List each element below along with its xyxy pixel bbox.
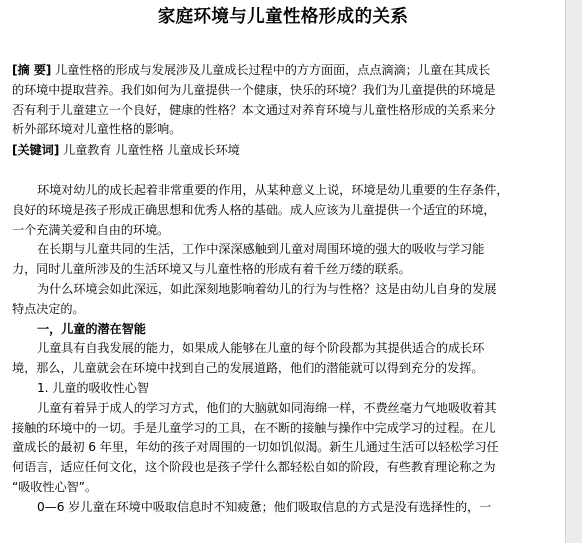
section-1-paragraph-3-line-1: 0—6 岁儿童在环境中吸取信息时不知疲惫；他们吸取信息的方式是没有选择性的，一 [37,499,492,514]
paragraph-3-line-2: 特点决定的。 [12,301,85,316]
keywords-line [12,141,566,161]
paragraph-1-line-3: 一个充满关爱和自由的环境。 [12,222,170,237]
abstract-line-1 [12,61,566,81]
section-1-paragraph-2-line-2: 接触的环境中的一切。手是儿童学习的工具，在不断的接触与操作中完成学习的过程。在儿 [12,420,496,435]
paragraph-2-line-1: 在长期与儿童共同的生活，工作中深深感触到儿童对周围环境的强大的吸收与学习能 [37,242,485,257]
section-1-paragraph-1-line-2: 境，那么，儿童就会在环境中找到自己的发展道路，他们的潜能就可以得到充分的发挥。 [12,361,484,376]
abstract-label: [摘 要] [12,63,52,77]
paragraph-2-line-2: 力，同时儿童所涉及的生活环境又与儿童性格的形成有着千丝万缕的联系。 [12,262,411,277]
paragraph-1-line-1: 环境对幼儿的成长起着非常重要的作用，从某种意义上说，环境是幼儿重要的生存条件， [37,183,509,197]
section-1-paragraph-2-line-5: “吸收性心智”。 [12,479,97,494]
keywords-text: 儿童教育 儿童性格 儿童成长环境 [59,143,240,157]
section-1-heading: 一，儿童的潜在智能 [37,321,146,336]
section-1-paragraph-2-line-3: 童成长的最初 6 年里，年幼的孩子对周围的一切如饥似渴。新生儿通过生活可以轻松学习任 [12,440,499,455]
paragraph-1-line-2: 良好的环境是孩子形成正确思想和优秀人格的基础。成人应该为儿童提供一个适宜的环境， [12,202,496,217]
keywords-label: [关键词] [12,143,60,157]
keywords-block [12,141,566,161]
paragraph-3-line-1: 为什么环境会如此深远，如此深刻地影响着幼儿的行为与性格？这是由幼儿自身的发展 [37,281,497,296]
abstract-block [12,61,566,140]
section-1-paragraph-2-line-4: 何语言，适应任何文化，这个阶段也是孩子学什么都轻松自如的阶段，有些教育理论称之为 [12,460,496,475]
abstract-line-3: 否有利于儿童建立一个良好，健康的性格？本文通过对养育环境与儿童性格形成的关系来分 [12,102,496,117]
section-1-paragraph-2-line-1: 儿童有着异于成人的学习方式，他们的大脑就如同海绵一样，不费丝毫力气地吸收着其 [37,400,497,415]
intro-paragraphs [12,181,566,518]
abstract-line-4: 析外部环境对儿童性格的影响。 [12,122,182,137]
section-1-paragraph-1-line-1: 儿童具有自我发展的能力，如果成人能够在儿童的每个阶段都为其提供适合的成长环 [37,341,485,356]
page-title: 家庭环境与儿童性格形成的关系 [157,7,409,27]
vertical-scrollbar[interactable] [565,0,582,543]
section-1-subheading: 1. 儿童的吸收性心智 [37,380,149,395]
abstract-line-2: 的环境中提取营养。我们如何为儿童提供一个健康，快乐的环境？我们为儿童提供的环境是 [12,82,496,97]
abstract-text-1: 儿童性格的形成与发展涉及儿童成长过程中的方方面面，点点滴滴；儿童在其成长 [51,63,491,77]
